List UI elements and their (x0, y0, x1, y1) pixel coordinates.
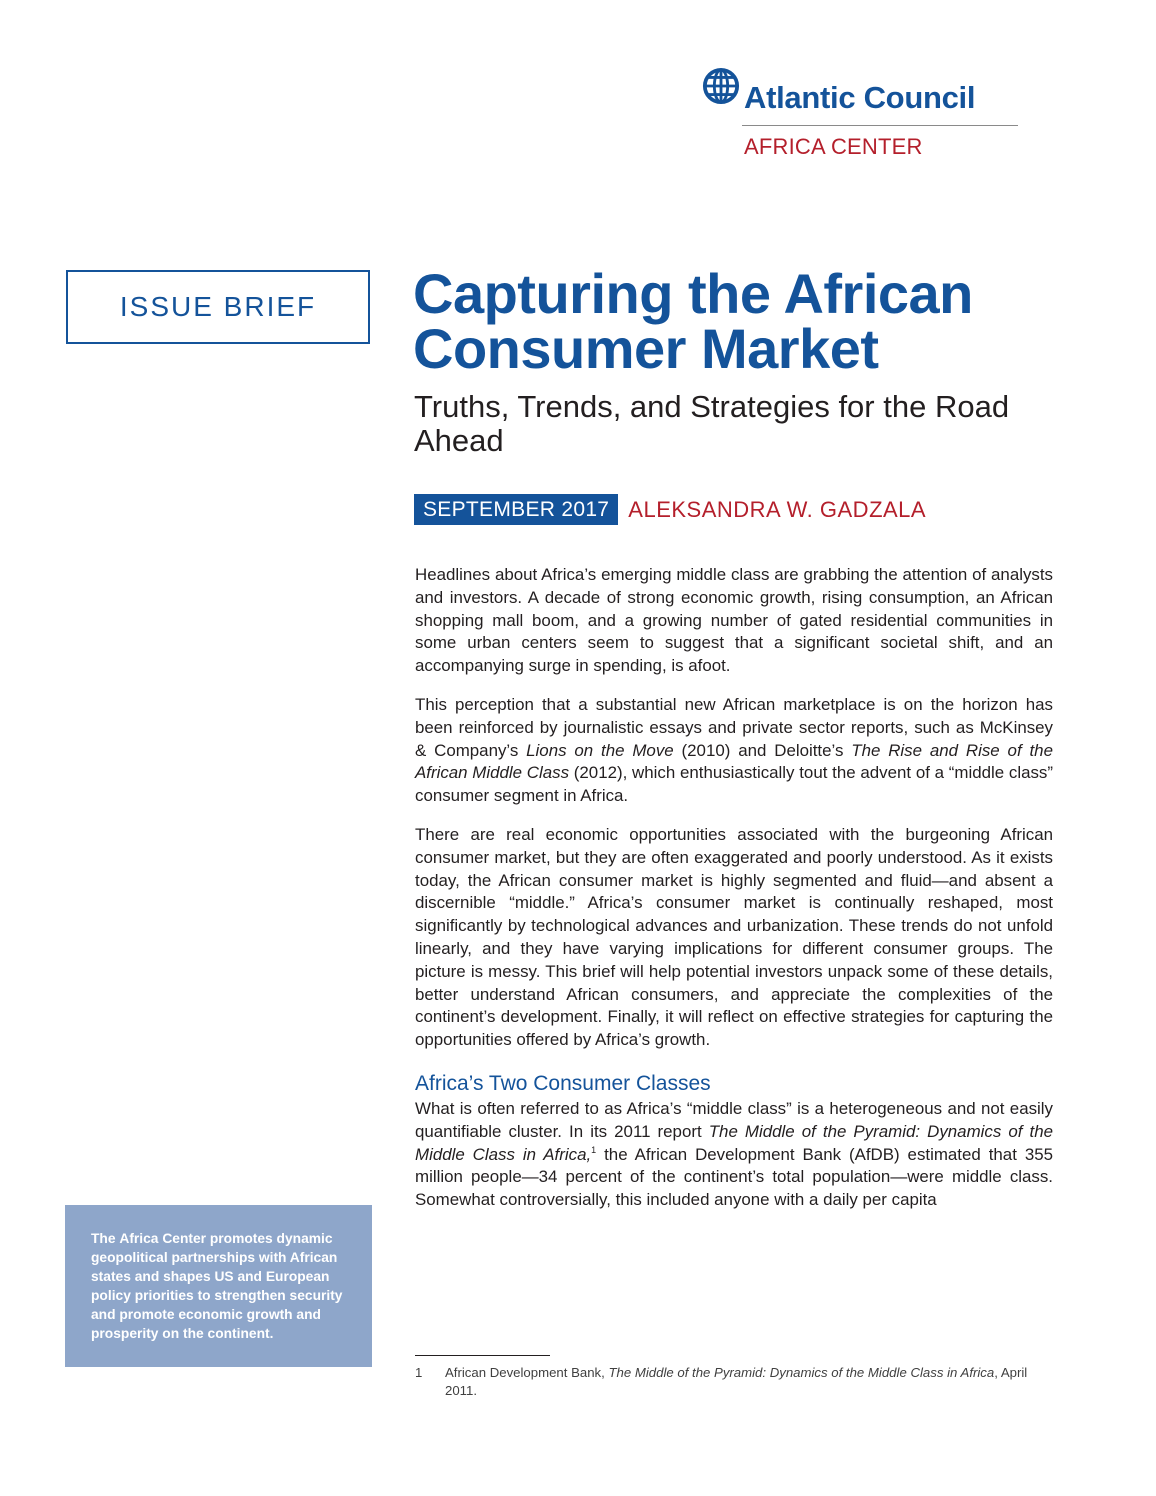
logo-center-name: AFRICA CENTER (744, 134, 923, 159)
paragraph-3: There are real economic opportunities associated with the burgeoning African consumer market, but they are often exaggerated and poorly understood. As it exists today, the African consumer market is highly segmented and fluid—and absent a discernible “middle.” Africa’s consumer market is continually reshaped, most significantly by technological advances and urbanization. These trends do not unfold linearly, and they have varying implications for different consumer groups. The picture is messy. This brief will help potential investors unpack some of these details, better understand African consumers, and appreciate the complexities of the continent’s development. Finally, it will reflect on effective strategies for capturing the opportunities offered by Africa’s growth. (415, 824, 1053, 1050)
section-heading: Africa’s Two Consumer Classes (415, 1071, 711, 1095)
footnote-ref[interactable]: 1 (591, 1144, 597, 1155)
cited-title: Lions on the Move (526, 740, 674, 760)
paragraph-2: This perception that a substantial new African marketplace is on the horizon has been reinforced by journalistic essays and private sector reports, such as McKinsey & Company’s Lions on the Move (2010) and Deloitte’s The Rise and Rise of the African Middle Class (2012), which enthusiastically tout the advent of a “middle class” consumer segment in Africa. (415, 694, 1053, 806)
date-badge: SEPTEMBER 2017 (414, 494, 618, 525)
atlantic-council-logo (702, 66, 1020, 160)
issue-brief-label: ISSUE BRIEF (66, 270, 370, 344)
article-body (415, 564, 1053, 1228)
sidebar-highlight: Africa Center (119, 1231, 207, 1246)
footnote-text: African Development Bank, The Middle of the Pyramid: Dynamics of the Middle Class in Africa, April 2011. (445, 1365, 1028, 1398)
globe-icon (702, 67, 740, 105)
page-subtitle: Truths, Trends, and Strategies for the Road Ahead (414, 389, 1010, 458)
logo-name: Atlantic Council (744, 80, 976, 115)
author-name: ALEKSANDRA W. GADZALA (628, 496, 927, 522)
africa-center-sidebar: The Africa Center promotes dynamic geopolitical partnerships with African states and shapes US and European policy priorities to strengthen security and promote economic growth and prosperity on the continent. (65, 1205, 372, 1367)
paragraph-4: What is often referred to as Africa’s “middle class” is a heterogeneous and not easily quantifiable cluster. In its 2011 report The Middle of the Pyramid: Dynamics of the Middle Class in Africa,$^1$ the African Development Bank (AfDB) estimated that 355 million people—34 percent of the continent’s total population—were middle class. Somewhat controversially, this included anyone with a daily per capita (415, 1098, 1053, 1210)
page-title: Capturing the African Consumer Market (413, 262, 973, 380)
paragraph-1: Headlines about Africa’s emerging middle class are grabbing the attention of analysts and investors. A decade of strong economic growth, rising consumption, an African shopping mall boom, and a growing number of gated residential communities in some urban centers seem to suggest that a significant societal shift, and an accompanying surge in spending, is afoot. (415, 565, 1053, 676)
cited-title: The Middle of the Pyramid: Dynamics of the Middle Class in Africa, (415, 1121, 1053, 1164)
footnote-divider (415, 1355, 550, 1356)
footnote-number: 1 (415, 1365, 423, 1380)
publication-meta (414, 494, 926, 525)
cited-title: The Rise and Rise of the African Middle Class (415, 740, 1053, 783)
footnote (415, 1364, 1055, 1400)
logo-divider (742, 125, 1018, 126)
